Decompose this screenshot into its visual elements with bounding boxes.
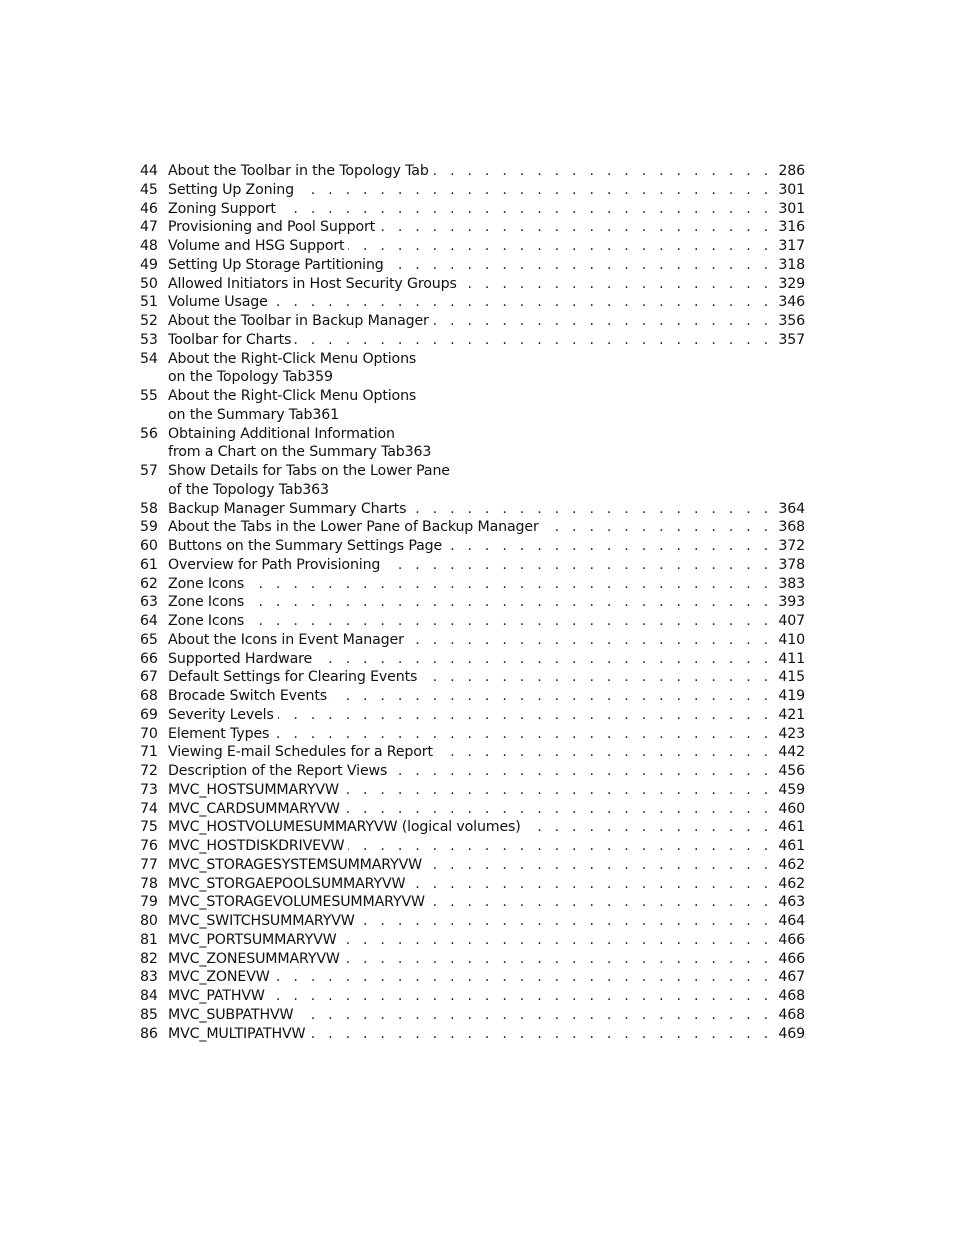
dot-leader <box>408 631 773 650</box>
toc-entry[interactable] <box>140 893 805 912</box>
toc-entry[interactable] <box>140 706 805 725</box>
toc-entry[interactable] <box>140 425 805 444</box>
page-number: 421 <box>778 706 805 723</box>
dot-leader <box>278 706 773 725</box>
figure-number: 66 <box>140 650 158 667</box>
toc-entry[interactable] <box>140 912 805 931</box>
figure-title: Element Types <box>168 725 270 742</box>
figure-title: MVC_MULTIPATHVW <box>168 1025 306 1042</box>
figure-title: MVC_CARDSUMMARYVW <box>168 800 340 817</box>
page-number: 356 <box>778 313 805 329</box>
page-number: 407 <box>778 613 805 629</box>
figure-number: 77 <box>140 856 158 873</box>
dot-leader <box>274 968 773 987</box>
figure-title: Provisioning and Pool Support <box>168 219 376 236</box>
figure-title: Zoning Support <box>168 200 276 217</box>
figure-title: MVC_STORAGEVOLUMESUMMARYVW <box>168 894 425 911</box>
page-number: 461 <box>778 819 805 836</box>
figure-number: 76 <box>140 838 158 854</box>
toc-entry[interactable] <box>140 668 805 687</box>
figure-title: About the Toolbar in Backup Manager <box>168 313 429 329</box>
figure-title: MVC_STORGAEPOOLSUMMARYVW <box>168 875 406 892</box>
dot-leader <box>388 256 773 275</box>
toc-entry[interactable] <box>140 800 805 819</box>
toc-entry-continuation <box>140 368 805 387</box>
toc-entry[interactable] <box>140 837 805 856</box>
figure-title-continuation: of the Topology Tab363 <box>168 481 329 498</box>
page-number: 329 <box>778 275 805 292</box>
figure-title: Volume and HSG Support <box>168 238 345 254</box>
dot-leader <box>248 593 772 612</box>
figure-title: About the Tabs in the Lower Pane of Backup Manager <box>168 519 539 536</box>
toc-entry[interactable] <box>140 556 805 575</box>
figure-number: 75 <box>140 819 158 836</box>
figure-number: 82 <box>140 950 158 967</box>
toc-entry[interactable] <box>140 968 805 987</box>
dot-leader <box>348 237 772 256</box>
toc-entry[interactable] <box>140 518 805 537</box>
dot-leader <box>298 181 772 200</box>
figure-number: 64 <box>140 613 158 629</box>
figure-title: Viewing E-mail Schedules for a Report <box>168 744 433 761</box>
figure-number: 61 <box>140 556 158 573</box>
toc-entry-continuation <box>140 443 805 462</box>
toc-entry[interactable] <box>140 537 805 556</box>
toc-entry[interactable] <box>140 743 805 762</box>
toc-entry[interactable] <box>140 875 805 894</box>
toc-entry[interactable] <box>140 612 805 631</box>
figure-number: 71 <box>140 744 158 761</box>
dot-leader <box>248 612 772 631</box>
figure-number: 83 <box>140 969 158 986</box>
toc-entry[interactable] <box>140 275 805 294</box>
toc-entry[interactable] <box>140 593 805 612</box>
page-number: 301 <box>778 181 805 198</box>
figure-title: MVC_HOSTVOLUMESUMMARYVW (logical volumes) <box>168 819 521 836</box>
figure-title: Overview for Path Provisioning <box>168 556 381 573</box>
figure-number: 58 <box>140 500 158 517</box>
dot-leader <box>309 1025 772 1044</box>
page-number: 346 <box>778 294 805 311</box>
toc-entry[interactable] <box>140 725 805 744</box>
dot-leader <box>543 518 773 537</box>
toc-entry[interactable] <box>140 293 805 312</box>
figure-number: 72 <box>140 763 158 779</box>
page-number: 460 <box>778 800 805 817</box>
figure-title: MVC_HOSTSUMMARYVW <box>168 781 339 798</box>
figure-title: Backup Manager Summary Charts <box>168 500 407 517</box>
figure-number: 65 <box>140 631 158 648</box>
figure-title: MVC_SUBPATHVW <box>168 1006 294 1023</box>
dot-leader <box>437 743 772 762</box>
dot-leader <box>280 200 773 219</box>
toc-entry[interactable] <box>140 1006 805 1025</box>
toc-entry[interactable] <box>140 1025 805 1044</box>
page-number: 462 <box>778 856 805 873</box>
toc-entry[interactable] <box>140 856 805 875</box>
toc-entry[interactable] <box>140 631 805 650</box>
figure-number: 59 <box>140 519 158 536</box>
page-number: 459 <box>778 781 805 798</box>
page-number: 411 <box>778 650 805 667</box>
toc-entry[interactable] <box>140 950 805 969</box>
figure-title: About the Right-Click Menu Options <box>168 388 417 404</box>
toc-entry-continuation <box>140 406 805 425</box>
dot-leader <box>344 950 773 969</box>
figure-title: Zone Icons <box>168 594 245 611</box>
dot-leader <box>295 331 772 350</box>
page-number: 318 <box>778 256 805 273</box>
toc-entry[interactable] <box>140 218 805 237</box>
figure-title: Obtaining Additional Information <box>168 425 395 442</box>
page-number: 357 <box>778 331 805 348</box>
toc-entry[interactable] <box>140 987 805 1006</box>
figure-number: 63 <box>140 594 158 611</box>
figure-title: Zone Icons <box>168 575 245 592</box>
figure-title: Show Details for Tabs on the Lower Pane <box>168 463 450 479</box>
page-number: 466 <box>778 931 805 948</box>
dot-leader <box>426 856 772 875</box>
figure-title: Buttons on the Summary Settings Page <box>168 538 443 554</box>
figure-number: 49 <box>140 256 158 273</box>
figure-title: Setting Up Zoning <box>168 181 294 198</box>
toc-entry[interactable] <box>140 500 805 519</box>
page-number: 468 <box>778 988 805 1004</box>
toc-entry[interactable] <box>140 818 805 837</box>
toc-entry[interactable] <box>140 781 805 800</box>
figure-title: Description of the Report Views <box>168 763 388 779</box>
page-number: 419 <box>778 688 805 704</box>
figure-number: 69 <box>140 706 158 723</box>
figure-title: Default Settings for Clearing Events <box>168 669 418 686</box>
page-number: 316 <box>778 219 805 236</box>
dot-leader <box>410 500 772 519</box>
figure-number: 51 <box>140 294 158 311</box>
figure-number: 55 <box>140 388 158 404</box>
figure-title: MVC_STORAGESYSTEMSUMMARYVW <box>168 856 423 873</box>
figure-number: 48 <box>140 238 158 254</box>
toc-entry[interactable] <box>140 931 805 950</box>
figure-number: 56 <box>140 425 158 442</box>
figure-number: 79 <box>140 894 158 911</box>
figure-title-continuation: from a Chart on the Summary Tab363 <box>168 444 432 461</box>
page-number: 468 <box>778 1006 805 1023</box>
figure-number: 67 <box>140 669 158 686</box>
figure-number: 45 <box>140 181 158 198</box>
figure-number: 68 <box>140 688 158 704</box>
toc-entry-continuation <box>140 481 805 500</box>
figure-title: Brocade Switch Events <box>168 688 327 704</box>
toc-entry[interactable] <box>140 312 805 331</box>
toc-entry[interactable] <box>140 762 805 781</box>
dot-leader <box>446 537 772 556</box>
figure-number: 60 <box>140 538 158 554</box>
figure-title-continuation: on the Topology Tab359 <box>168 369 333 386</box>
dot-leader <box>384 556 772 575</box>
figure-title: MVC_ZONESUMMARYVW <box>168 950 340 967</box>
figure-number: 52 <box>140 313 158 329</box>
dot-leader <box>433 312 773 331</box>
page-number: 286 <box>778 163 805 179</box>
dot-leader <box>379 218 772 237</box>
page-number: 442 <box>778 744 805 761</box>
dot-leader <box>348 837 772 856</box>
dot-leader <box>331 687 772 706</box>
page-number: 456 <box>778 763 805 779</box>
dot-leader <box>297 1006 772 1025</box>
toc-entry[interactable] <box>140 256 805 275</box>
dot-leader <box>409 875 772 894</box>
page-number: 317 <box>778 238 805 254</box>
toc-entry[interactable] <box>140 350 805 369</box>
dot-leader <box>429 893 772 912</box>
figure-title: Setting Up Storage Partitioning <box>168 256 384 273</box>
page-number: 423 <box>778 725 805 742</box>
page-number: 461 <box>778 838 805 854</box>
dot-leader <box>272 293 773 312</box>
page-number: 372 <box>778 538 805 554</box>
page-number: 415 <box>778 669 805 686</box>
figure-title: MVC_PORTSUMMARYVW <box>168 931 337 948</box>
page-number: 466 <box>778 950 805 967</box>
figure-number: 74 <box>140 800 158 817</box>
figure-number: 53 <box>140 331 158 348</box>
toc-entry[interactable] <box>140 462 805 481</box>
figure-number: 86 <box>140 1025 158 1042</box>
figure-number: 50 <box>140 275 158 292</box>
page-number: 364 <box>778 500 805 517</box>
dot-leader <box>525 818 773 837</box>
figure-number: 85 <box>140 1006 158 1023</box>
figure-number: 62 <box>140 575 158 592</box>
figure-number: 57 <box>140 463 158 479</box>
dot-leader <box>341 931 773 950</box>
figure-number: 44 <box>140 163 158 179</box>
figure-number: 70 <box>140 725 158 742</box>
page-number: 464 <box>778 913 805 929</box>
figure-number: 84 <box>140 988 158 1004</box>
page-number: 301 <box>778 200 805 217</box>
toc-entry[interactable] <box>140 237 805 256</box>
dot-leader <box>433 162 773 181</box>
figure-title: About the Icons in Event Manager <box>168 631 404 648</box>
toc-entry[interactable] <box>140 575 805 594</box>
page-number: 463 <box>778 894 805 911</box>
page-number: 378 <box>778 556 805 573</box>
toc-entry[interactable] <box>140 387 805 406</box>
dot-leader <box>248 575 772 594</box>
figure-number: 78 <box>140 875 158 892</box>
dot-leader <box>461 275 773 294</box>
page-number: 368 <box>778 519 805 536</box>
dot-leader <box>344 800 773 819</box>
toc-entry[interactable] <box>140 687 805 706</box>
figure-title: About the Toolbar in the Topology Tab <box>168 163 429 179</box>
toc-entry[interactable] <box>140 331 805 350</box>
figure-number: 73 <box>140 781 158 798</box>
figure-number: 54 <box>140 350 158 367</box>
page-number: 393 <box>778 594 805 611</box>
figure-title: MVC_PATHVW <box>168 988 265 1004</box>
dot-leader <box>359 912 773 931</box>
figure-title: Volume Usage <box>168 294 268 311</box>
dot-leader <box>273 725 772 744</box>
page-number: 462 <box>778 875 805 892</box>
figure-title: Severity Levels <box>168 706 274 723</box>
figure-title: Toolbar for Charts <box>168 331 292 348</box>
figure-number: 80 <box>140 913 158 929</box>
list-of-figures <box>140 162 805 1043</box>
page-number: 469 <box>778 1025 805 1042</box>
figure-title: MVC_SWITCHSUMMARYVW <box>168 913 355 929</box>
figure-number: 81 <box>140 931 158 948</box>
toc-entry[interactable] <box>140 162 805 181</box>
toc-entry[interactable] <box>140 181 805 200</box>
figure-title: MVC_ZONEVW <box>168 969 270 986</box>
dot-leader <box>269 987 773 1006</box>
figure-title: MVC_HOSTDISKDRIVEVW <box>168 838 345 854</box>
figure-title: Zone Icons <box>168 613 245 629</box>
page-number: 410 <box>778 631 805 648</box>
figure-title: Allowed Initiators in Host Security Groups <box>168 275 457 292</box>
page-number: 467 <box>778 969 805 986</box>
figure-title: About the Right-Click Menu Options <box>168 350 417 367</box>
figure-number: 46 <box>140 200 158 217</box>
toc-entry[interactable] <box>140 200 805 219</box>
dot-leader <box>421 668 772 687</box>
dot-leader <box>391 762 772 781</box>
figure-number: 47 <box>140 219 158 236</box>
toc-entry[interactable] <box>140 650 805 669</box>
figure-title: Supported Hardware <box>168 650 313 667</box>
dot-leader <box>343 781 773 800</box>
page-number: 383 <box>778 575 805 592</box>
figure-title-continuation: on the Summary Tab361 <box>168 406 339 423</box>
dot-leader <box>316 650 772 669</box>
